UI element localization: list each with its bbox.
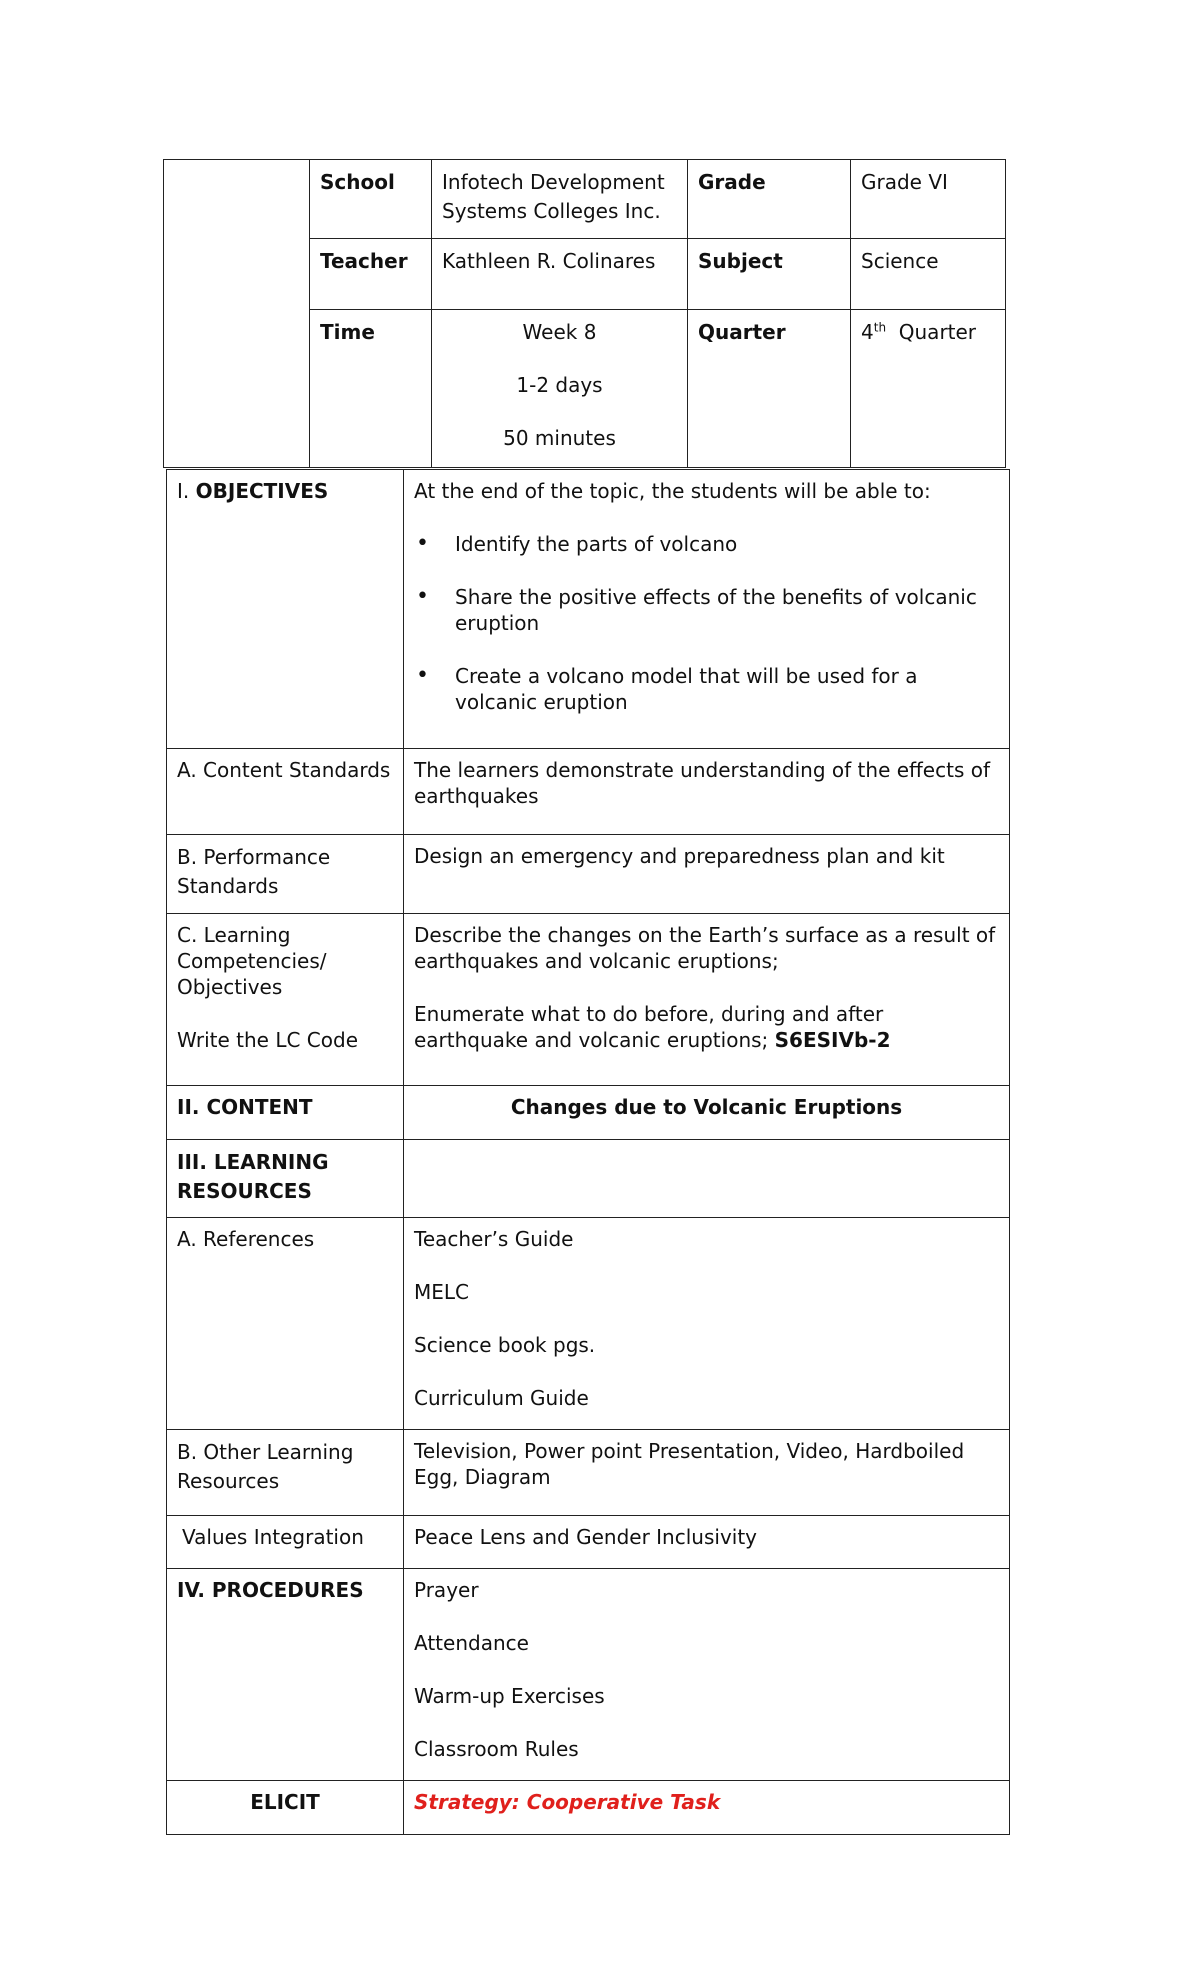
elicit-label: ELICIT	[167, 1781, 404, 1835]
grade-label: Grade	[688, 160, 851, 239]
objectives-title: OBJECTIVES	[195, 479, 329, 503]
elicit-strategy: Strategy: Cooperative Task	[404, 1781, 1010, 1835]
values-integration-label: Values Integration	[167, 1516, 404, 1569]
objectives-label	[167, 470, 404, 749]
list-item: Curriculum Guide	[414, 1386, 589, 1410]
values-integration-row	[167, 1516, 1010, 1569]
school-label: School	[310, 160, 432, 239]
competencies-title: C. Learning Competencies/ Objectives	[177, 923, 327, 999]
teacher-label: Teacher	[310, 239, 432, 310]
list-item: Classroom Rules	[414, 1737, 579, 1761]
competencies-row	[167, 914, 1010, 1086]
list-item: Science book pgs.	[414, 1333, 596, 1357]
list-item: MELC	[414, 1280, 469, 1304]
lc-code-label: Write the LC Code	[177, 1028, 359, 1052]
learning-resources-label: III. LEARNING RESOURCES	[167, 1140, 404, 1218]
competencies-value	[404, 914, 1010, 1086]
objectives-row	[167, 470, 1010, 749]
objectives-value	[404, 470, 1010, 749]
school-value: Infotech Development Systems Colleges Inc.	[432, 160, 688, 239]
list-item: • Create a volcano model that will be used for a volcanic eruption	[414, 663, 999, 715]
references-value	[404, 1218, 1010, 1430]
learning-resources-row	[167, 1140, 1010, 1218]
competency-2-text: Enumerate what to do before, during and after earthquake and volcanic eruptions;	[414, 1002, 884, 1052]
procedures-row	[167, 1569, 1010, 1781]
quarter-value	[851, 310, 1006, 468]
content-standards-row	[167, 749, 1010, 835]
competency-1: Describe the changes on the Earth’s surface as a result of earthquakes and volcanic eruptions;	[414, 923, 996, 973]
header-table	[163, 159, 1006, 468]
list-item: • Identify the parts of volcano	[414, 531, 999, 557]
content-row	[167, 1086, 1010, 1140]
list-item: Prayer	[414, 1578, 479, 1602]
logo-cell	[164, 160, 310, 468]
subject-label: Subject	[688, 239, 851, 310]
list-item: Attendance	[414, 1631, 529, 1655]
competency-2	[414, 1001, 999, 1053]
lesson-plan-table	[166, 469, 1010, 1835]
procedures-value	[404, 1569, 1010, 1781]
quarter-word: Quarter	[898, 320, 977, 344]
list-item: Warm-up Exercises	[414, 1684, 605, 1708]
objectives-intro: At the end of the topic, the students will be able to:	[414, 479, 931, 503]
list-item: Teacher’s Guide	[414, 1227, 574, 1251]
values-integration-value: Peace Lens and Gender Inclusivity	[404, 1516, 1010, 1569]
grade-value: Grade VI	[851, 160, 1006, 239]
time-minutes: 50 minutes	[503, 426, 616, 450]
teacher-value: Kathleen R. Colinares	[432, 239, 688, 310]
lc-code: S6ESIVb-2	[774, 1028, 891, 1052]
list-item: • Share the positive effects of the benefits of volcanic eruption	[414, 584, 999, 636]
content-label: II. CONTENT	[167, 1086, 404, 1140]
references-row	[167, 1218, 1010, 1430]
elicit-row	[167, 1781, 1010, 1835]
content-value: Changes due to Volcanic Eruptions	[404, 1086, 1010, 1140]
quarter-suffix: th	[873, 320, 887, 335]
procedures-label: IV. PROCEDURES	[167, 1569, 404, 1781]
performance-standards-row	[167, 835, 1010, 914]
quarter-label: Quarter	[688, 310, 851, 468]
performance-standards-label: B. Performance Standards	[167, 835, 404, 914]
subject-value: Science	[851, 239, 1006, 310]
references-label: A. References	[167, 1218, 404, 1430]
time-value	[432, 310, 688, 468]
time-label: Time	[310, 310, 432, 468]
performance-standards-value: Design an emergency and preparedness plan and kit	[404, 835, 1010, 914]
competencies-label	[167, 914, 404, 1086]
time-week: Week 8	[522, 320, 597, 344]
content-standards-value: The learners demonstrate understanding of the effects of earthquakes	[404, 749, 1010, 835]
content-standards-label: A. Content Standards	[167, 749, 404, 835]
time-days: 1-2 days	[516, 373, 603, 397]
objectives-list	[414, 531, 999, 715]
quarter-number: 4	[861, 320, 874, 344]
objectives-numeral: I.	[177, 479, 196, 503]
other-resources-value: Television, Power point Presentation, Video, Hardboiled Egg, Diagram	[404, 1430, 1010, 1516]
learning-resources-value	[404, 1140, 1010, 1218]
other-resources-label: B. Other Learning Resources	[167, 1430, 404, 1516]
other-resources-row	[167, 1430, 1010, 1516]
